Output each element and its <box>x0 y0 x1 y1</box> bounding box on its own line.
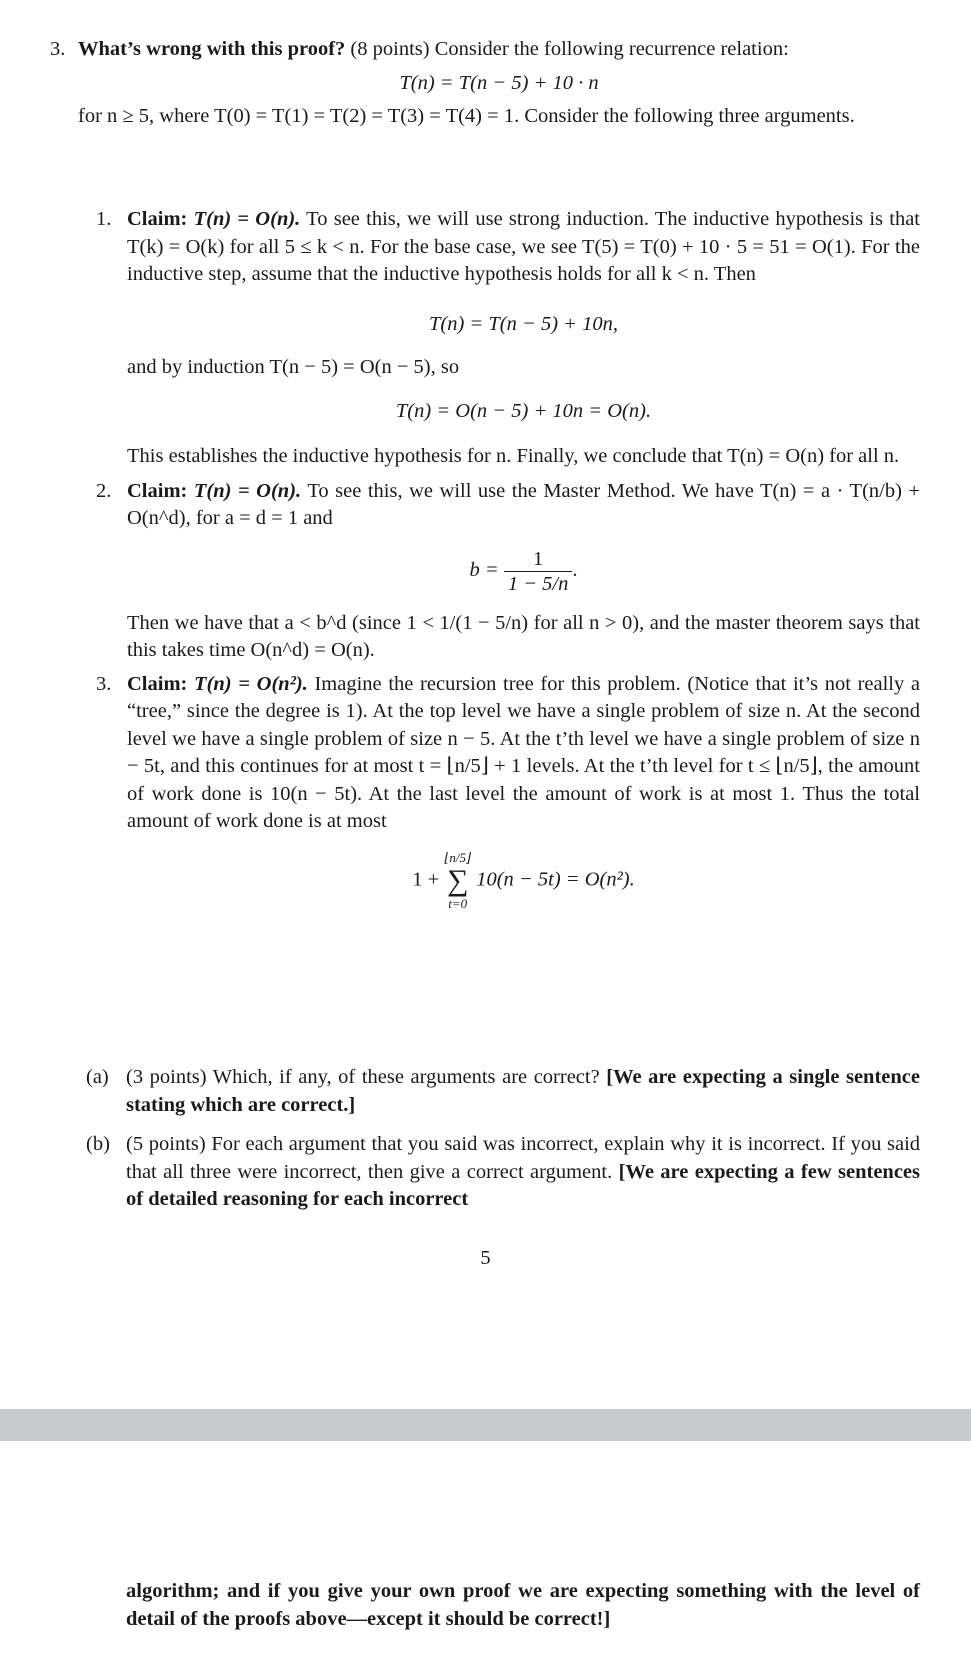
sum-upper-limit: ⌊n/5⌋ <box>444 849 472 865</box>
subquestion-text: For each argument that you said was incorrect, explain why it is incorrect. If you said that all three were incorrect, then give a correct argument. <box>126 1133 921 1183</box>
claim-text: To see this, we will use the Master Method. We have T(n) = a · T(n/b) + O(n^d), for a = d = 1 and <box>127 479 920 529</box>
problem-number: 3. <box>50 38 66 60</box>
claim-3 <box>96 671 921 912</box>
claim-text: Then we have that a < b^d (since 1 < 1/(1 − 5/n) for all n > 0), and the master theorem says that this takes time O(n^d) = O(n). <box>127 611 920 661</box>
subquestion-label: (a) <box>86 1066 109 1088</box>
claim-statement: T(n) = O(n). <box>193 479 302 502</box>
claim-statement: T(n) = O(n). <box>193 208 301 230</box>
subquestion-points: (5 points) <box>126 1133 206 1155</box>
fraction-denominator: 1 − 5/n <box>507 572 569 595</box>
page-separator <box>0 1409 971 1441</box>
problem-intro: Consider the following recurrence relation: <box>434 38 789 60</box>
claim-label: Claim: <box>127 208 188 230</box>
sum-lower-limit: t=0 <box>448 895 468 911</box>
claim-text: To see this, we will use strong induction. The inductive hypothesis is that T(k) = O(k) for all 5 ≤ k < n. For the base case, we see T(5) = T(0) + 10 · 5 = 51 = O(1). For the inductive step, assume that the inductive hypothesis holds for all k < n. Then <box>127 208 920 285</box>
subquestion-expectation: [We are expecting a few sentences of detailed reasoning for each incorrect <box>126 1160 921 1210</box>
equation-end: . <box>572 558 578 581</box>
summation <box>444 850 471 912</box>
sigma-symbol: ∑ <box>447 863 469 897</box>
page-number: 5 <box>480 1247 491 1269</box>
recurrence-equation: T(n) = T(n − 5) + 10 · n <box>399 71 599 94</box>
subquestion-label: (b) <box>86 1133 110 1155</box>
claim-number: 1. <box>96 208 112 230</box>
claim-number: 2. <box>96 479 112 502</box>
claim-statement: T(n) = O(n²). <box>194 672 308 695</box>
claim-label: Claim: <box>127 479 188 502</box>
problem-3 <box>50 36 920 131</box>
claim-text: and by induction T(n − 5) = O(n − 5), so <box>127 356 460 378</box>
problem-conditions: for n ≥ 5, where T(0) = T(1) = T(2) = T(3) = T(4) = 1. Consider the following three arguments. <box>78 105 855 127</box>
subquestion-points: (3 points) <box>126 1066 207 1088</box>
claim-equation <box>127 547 920 596</box>
subquestion-a <box>86 1064 920 1119</box>
problem-points: (8 points) <box>350 38 430 60</box>
sum-body: 10(n − 5t) = O(n²). <box>476 868 635 891</box>
claim-text: Imagine the recursion tree for this problem. (Notice that it’s not really a “tree,” since the degree is 1). At the top level we have a single problem of size n. At the second level we have a single problem of size n − 5. At the t’th level we have a single problem of size n − 5t, and this continues for at most t = ⌊n/5⌋ + 1 levels. At the t’th level for t ≤ ⌊n/5⌋, the amount of work done is 10(n − 5t). At the last level the amount of work is at most 1. Thus the total amount of work done is at most <box>127 672 921 832</box>
subquestion-text: Which, if any, of these arguments are correct? <box>212 1066 600 1088</box>
subquestion-expectation: [We are expecting a single sentence stating which are correct.] <box>126 1066 920 1116</box>
claim-text: This establishes the inductive hypothesis for n. Finally, we conclude that T(n) = O(n) for all n. <box>127 445 900 467</box>
fraction <box>504 547 573 596</box>
fraction-numerator: 1 <box>504 547 573 572</box>
claim-2 <box>96 478 920 665</box>
problem-title: What’s wrong with this proof? <box>78 38 346 60</box>
sum-prefix: 1 + <box>412 868 440 891</box>
summation-equation <box>127 850 920 912</box>
equation-lhs: b = <box>469 558 499 581</box>
subquestion-b <box>86 1131 920 1214</box>
claim-1 <box>96 206 920 471</box>
claim-label: Claim: <box>127 672 188 695</box>
claim-equation: T(n) = O(n − 5) + 10n = O(n). <box>395 399 652 422</box>
claim-equation: T(n) = T(n − 5) + 10n, <box>429 312 618 335</box>
claim-number: 3. <box>96 672 112 695</box>
claims-list <box>96 206 920 912</box>
continuation-text: algorithm; and if you give your own proof we are expecting something with the level of detail of the proofs above—except it should be correct!] <box>126 1580 920 1630</box>
